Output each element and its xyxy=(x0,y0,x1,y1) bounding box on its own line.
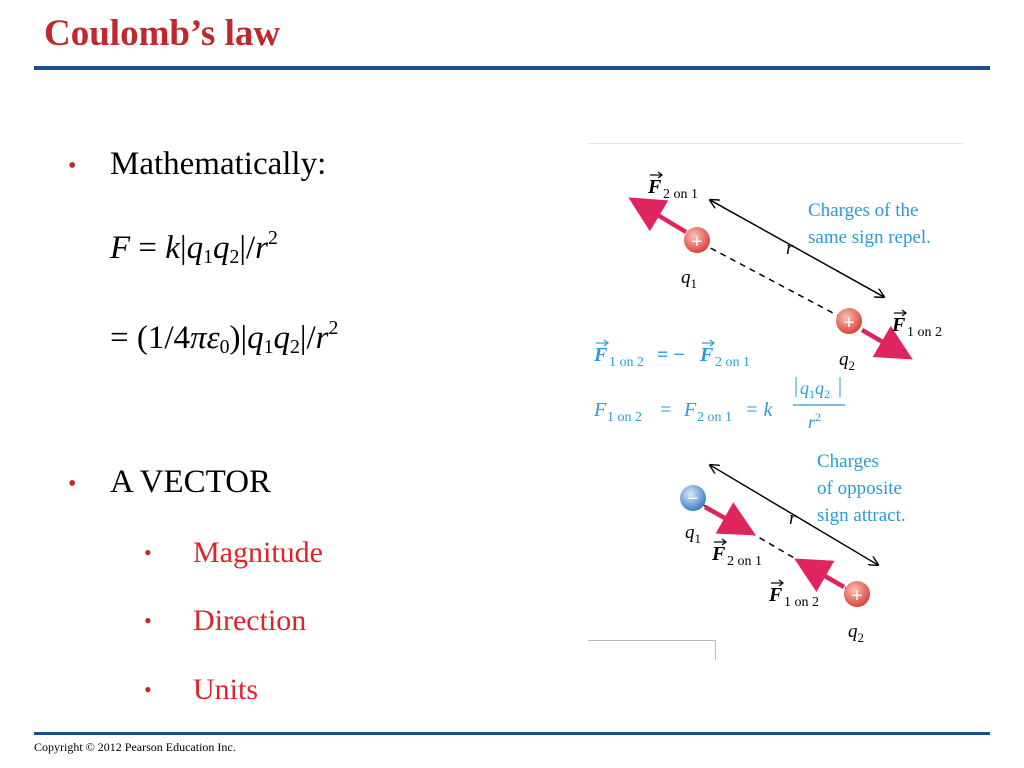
bullet-dot-icon: • xyxy=(144,677,152,702)
sub-bullet-text: Units xyxy=(193,673,259,706)
svg-text:F: F xyxy=(594,344,608,366)
minus-icon: − xyxy=(687,488,699,510)
bullet-dot-icon: • xyxy=(68,153,77,179)
svg-text:F: F xyxy=(684,399,697,421)
svg-text:r2: $r^2$ xyxy=(808,410,822,432)
slide-title: Coulomb’s law xyxy=(44,13,281,54)
distance-label: r xyxy=(789,508,797,529)
svg-text:F: F xyxy=(648,176,662,198)
svg-text:F: F xyxy=(700,344,714,366)
bullet-text: A VECTOR xyxy=(110,464,272,500)
title-divider xyxy=(34,66,990,70)
svg-text:q1q2: $q_1q_2$ xyxy=(800,378,830,401)
coulomb-force-diagram xyxy=(588,143,964,663)
force-arrow-2on1 xyxy=(705,507,748,531)
attract-caption-line2: of opposite xyxy=(817,478,902,499)
attract-caption-line3: sign attract. xyxy=(817,505,906,526)
svg-text:F: F xyxy=(769,584,783,606)
q1-label: $q_1$ xyxy=(681,267,697,291)
plus-icon: + xyxy=(691,231,703,253)
footer-divider xyxy=(34,732,990,735)
force-label-1on2 xyxy=(891,310,942,340)
svg-text:=: = xyxy=(660,399,672,421)
bullet-dot-icon: • xyxy=(144,608,152,633)
svg-text:2 on 1: 2 on 1 xyxy=(727,554,762,569)
force-label-2on1 xyxy=(711,539,762,569)
distance-label: r xyxy=(786,238,794,259)
plus-icon: + xyxy=(843,312,855,334)
svg-text:1 on 2: 1 on 2 xyxy=(907,325,942,340)
svg-text:F: F xyxy=(594,399,607,421)
svg-text:F: F xyxy=(712,543,726,565)
equation-coulomb-epsilon: = $(1/4\pi\varepsilon_0)|q_1q_2|/r^2$ xyxy=(110,317,339,358)
equation-coulomb-k: $F = k|q_1q_2|/r^2$ xyxy=(110,227,278,268)
q2-label: $q_2$ xyxy=(839,349,855,373)
bullet-dot-icon: • xyxy=(68,471,77,497)
bullet-text: Mathematically: xyxy=(110,146,327,182)
copyright-text: Copyright © 2012 Pearson Education Inc. xyxy=(34,740,236,754)
svg-text:2 on 1: 2 on 1 xyxy=(663,187,698,202)
sub-bullet-text: Direction xyxy=(193,604,307,637)
repel-caption-line2: same sign repel. xyxy=(808,227,931,248)
force-arrow-2on1 xyxy=(636,202,686,232)
svg-text:1 on 2: 1 on 2 xyxy=(784,595,819,610)
svg-text:2 on 1: 2 on 1 xyxy=(715,355,750,370)
svg-text:F: F xyxy=(892,314,906,336)
attract-caption-line1: Charges xyxy=(817,451,879,472)
force-arrow-1on2 xyxy=(802,563,844,587)
plus-icon: + xyxy=(851,585,863,607)
separation-dashed-line xyxy=(701,243,850,322)
svg-text:= k: = k xyxy=(745,399,773,421)
svg-text:2 on 1: 2 on 1 xyxy=(697,410,732,425)
q1-label: $q_1$ xyxy=(685,522,701,546)
force-label-1on2 xyxy=(768,580,819,610)
sub-bullet-text: Magnitude xyxy=(193,536,323,569)
svg-text:= −: = − xyxy=(657,344,685,366)
svg-text:1 on 2: 1 on 2 xyxy=(607,410,642,425)
vector-force-equation xyxy=(593,340,750,370)
force-label-2on1 xyxy=(647,172,698,202)
scalar-force-equation xyxy=(593,377,845,432)
repel-caption-line1: Charges of the xyxy=(808,200,919,221)
svg-text:1 on 2: 1 on 2 xyxy=(609,355,644,370)
bullet-dot-icon: • xyxy=(144,540,152,565)
q2-label: $q_2$ xyxy=(848,621,864,645)
